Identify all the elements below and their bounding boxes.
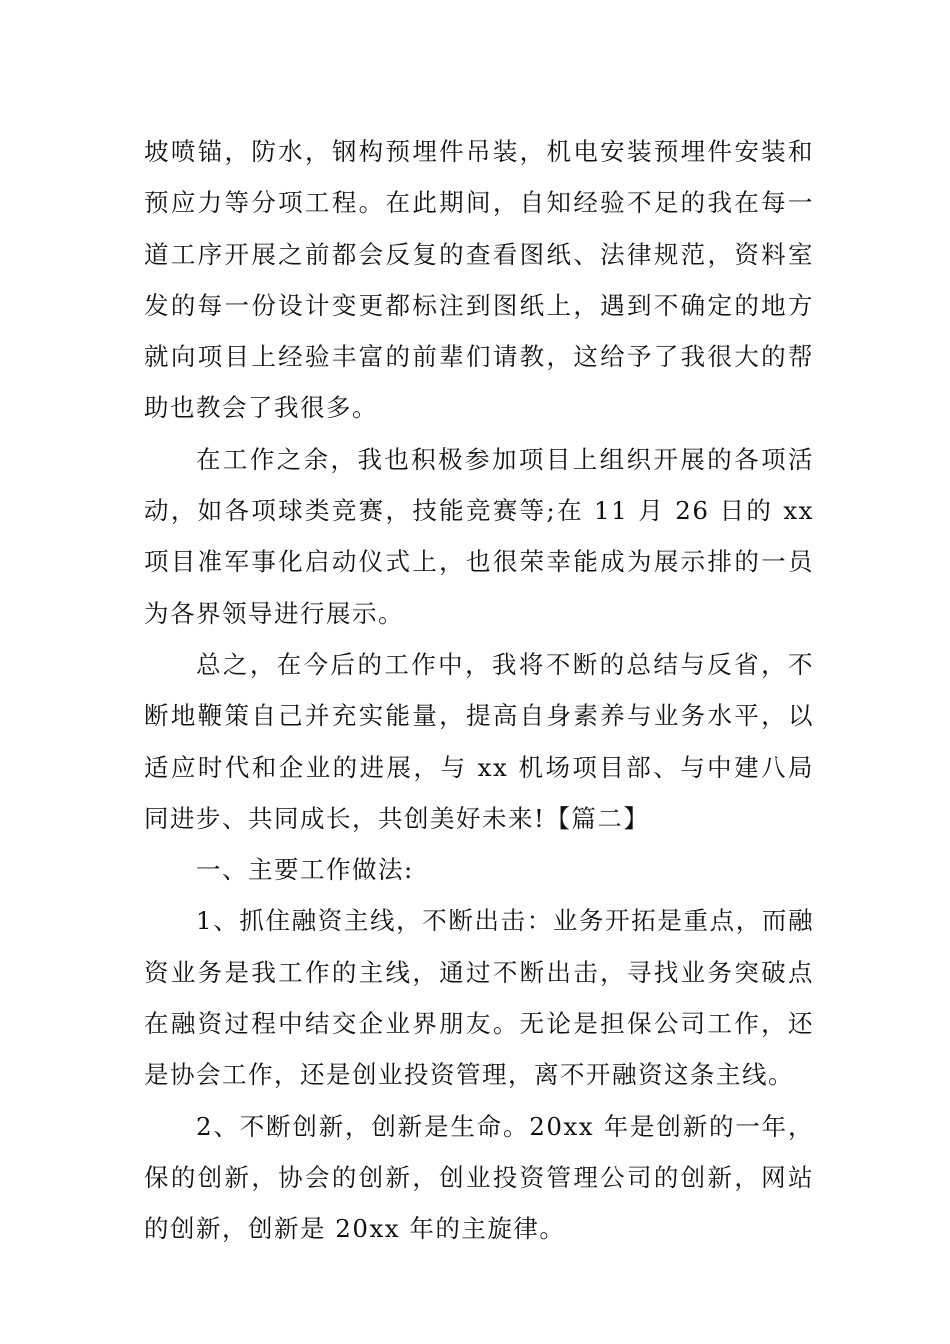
text-line: 预应力等分项工程。在此期间，自知经验不足的我在每一 [144, 188, 814, 218]
section-heading [144, 844, 814, 895]
text-line: 断地鞭策自己并充实能量，提高自身素养与业务水平，以 [144, 701, 814, 731]
paragraph [144, 895, 814, 1100]
text-line: 是协会工作，还是创业投资管理，离不开融资这条主线。 [144, 1060, 794, 1090]
paragraph [144, 1101, 814, 1255]
text-line: 道工序开展之前都会反复的查看图纸、法律规范，资料室 [144, 239, 814, 269]
paragraph [144, 126, 814, 434]
text-line: 助也教会了我很多。 [144, 393, 378, 423]
text-line: 总之，在今后的工作中，我将不断的总结与反省，不 [196, 649, 814, 679]
text-line: 在融资过程中结交企业界朋友。无论是担保公司工作，还 [144, 1009, 814, 1039]
text-line: 动，如各项球类竞赛，技能竞赛等;在 11 月 26 日的 xx [144, 496, 814, 526]
text-line: 1、抓住融资主线，不断出击：业务开拓是重点，而融 [196, 906, 814, 936]
text-line: 的创新，创新是 20xx 年的主旋律。 [144, 1214, 566, 1244]
text-line: 一、主要工作做法: [196, 855, 414, 885]
text-line: 保的创新，协会的创新，创业投资管理公司的创新，网站 [144, 1162, 814, 1192]
document-body [144, 126, 814, 1255]
text-line: 项目准军事化启动仪式上，也很荣幸能成为展示排的一员 [144, 547, 814, 577]
text-line: 坡喷锚，防水，钢构预埋件吊装，机电安装预埋件安装和 [144, 137, 814, 166]
text-line: 同进步、共同成长，共创美好未来!【篇二】 [144, 803, 650, 833]
text-line: 为各界领导进行展示。 [144, 598, 404, 628]
text-line: 就向项目上经验丰富的前辈们请教，这给予了我很大的帮 [144, 342, 814, 372]
text-line: 发的每一份设计变更都标注到图纸上，遇到不确定的地方 [144, 290, 814, 320]
text-line: 资业务是我工作的主线，通过不断出击，寻找业务突破点 [144, 957, 814, 987]
paragraph [144, 639, 814, 844]
paragraph [144, 434, 814, 639]
text-line: 适应时代和企业的进展，与 xx 机场项目部、与中建八局 [144, 752, 814, 782]
text-line: 在工作之余，我也积极参加项目上组织开展的各项活 [196, 444, 814, 474]
text-line: 2、不断创新，创新是生命。20xx 年是创新的一年， [196, 1111, 814, 1141]
